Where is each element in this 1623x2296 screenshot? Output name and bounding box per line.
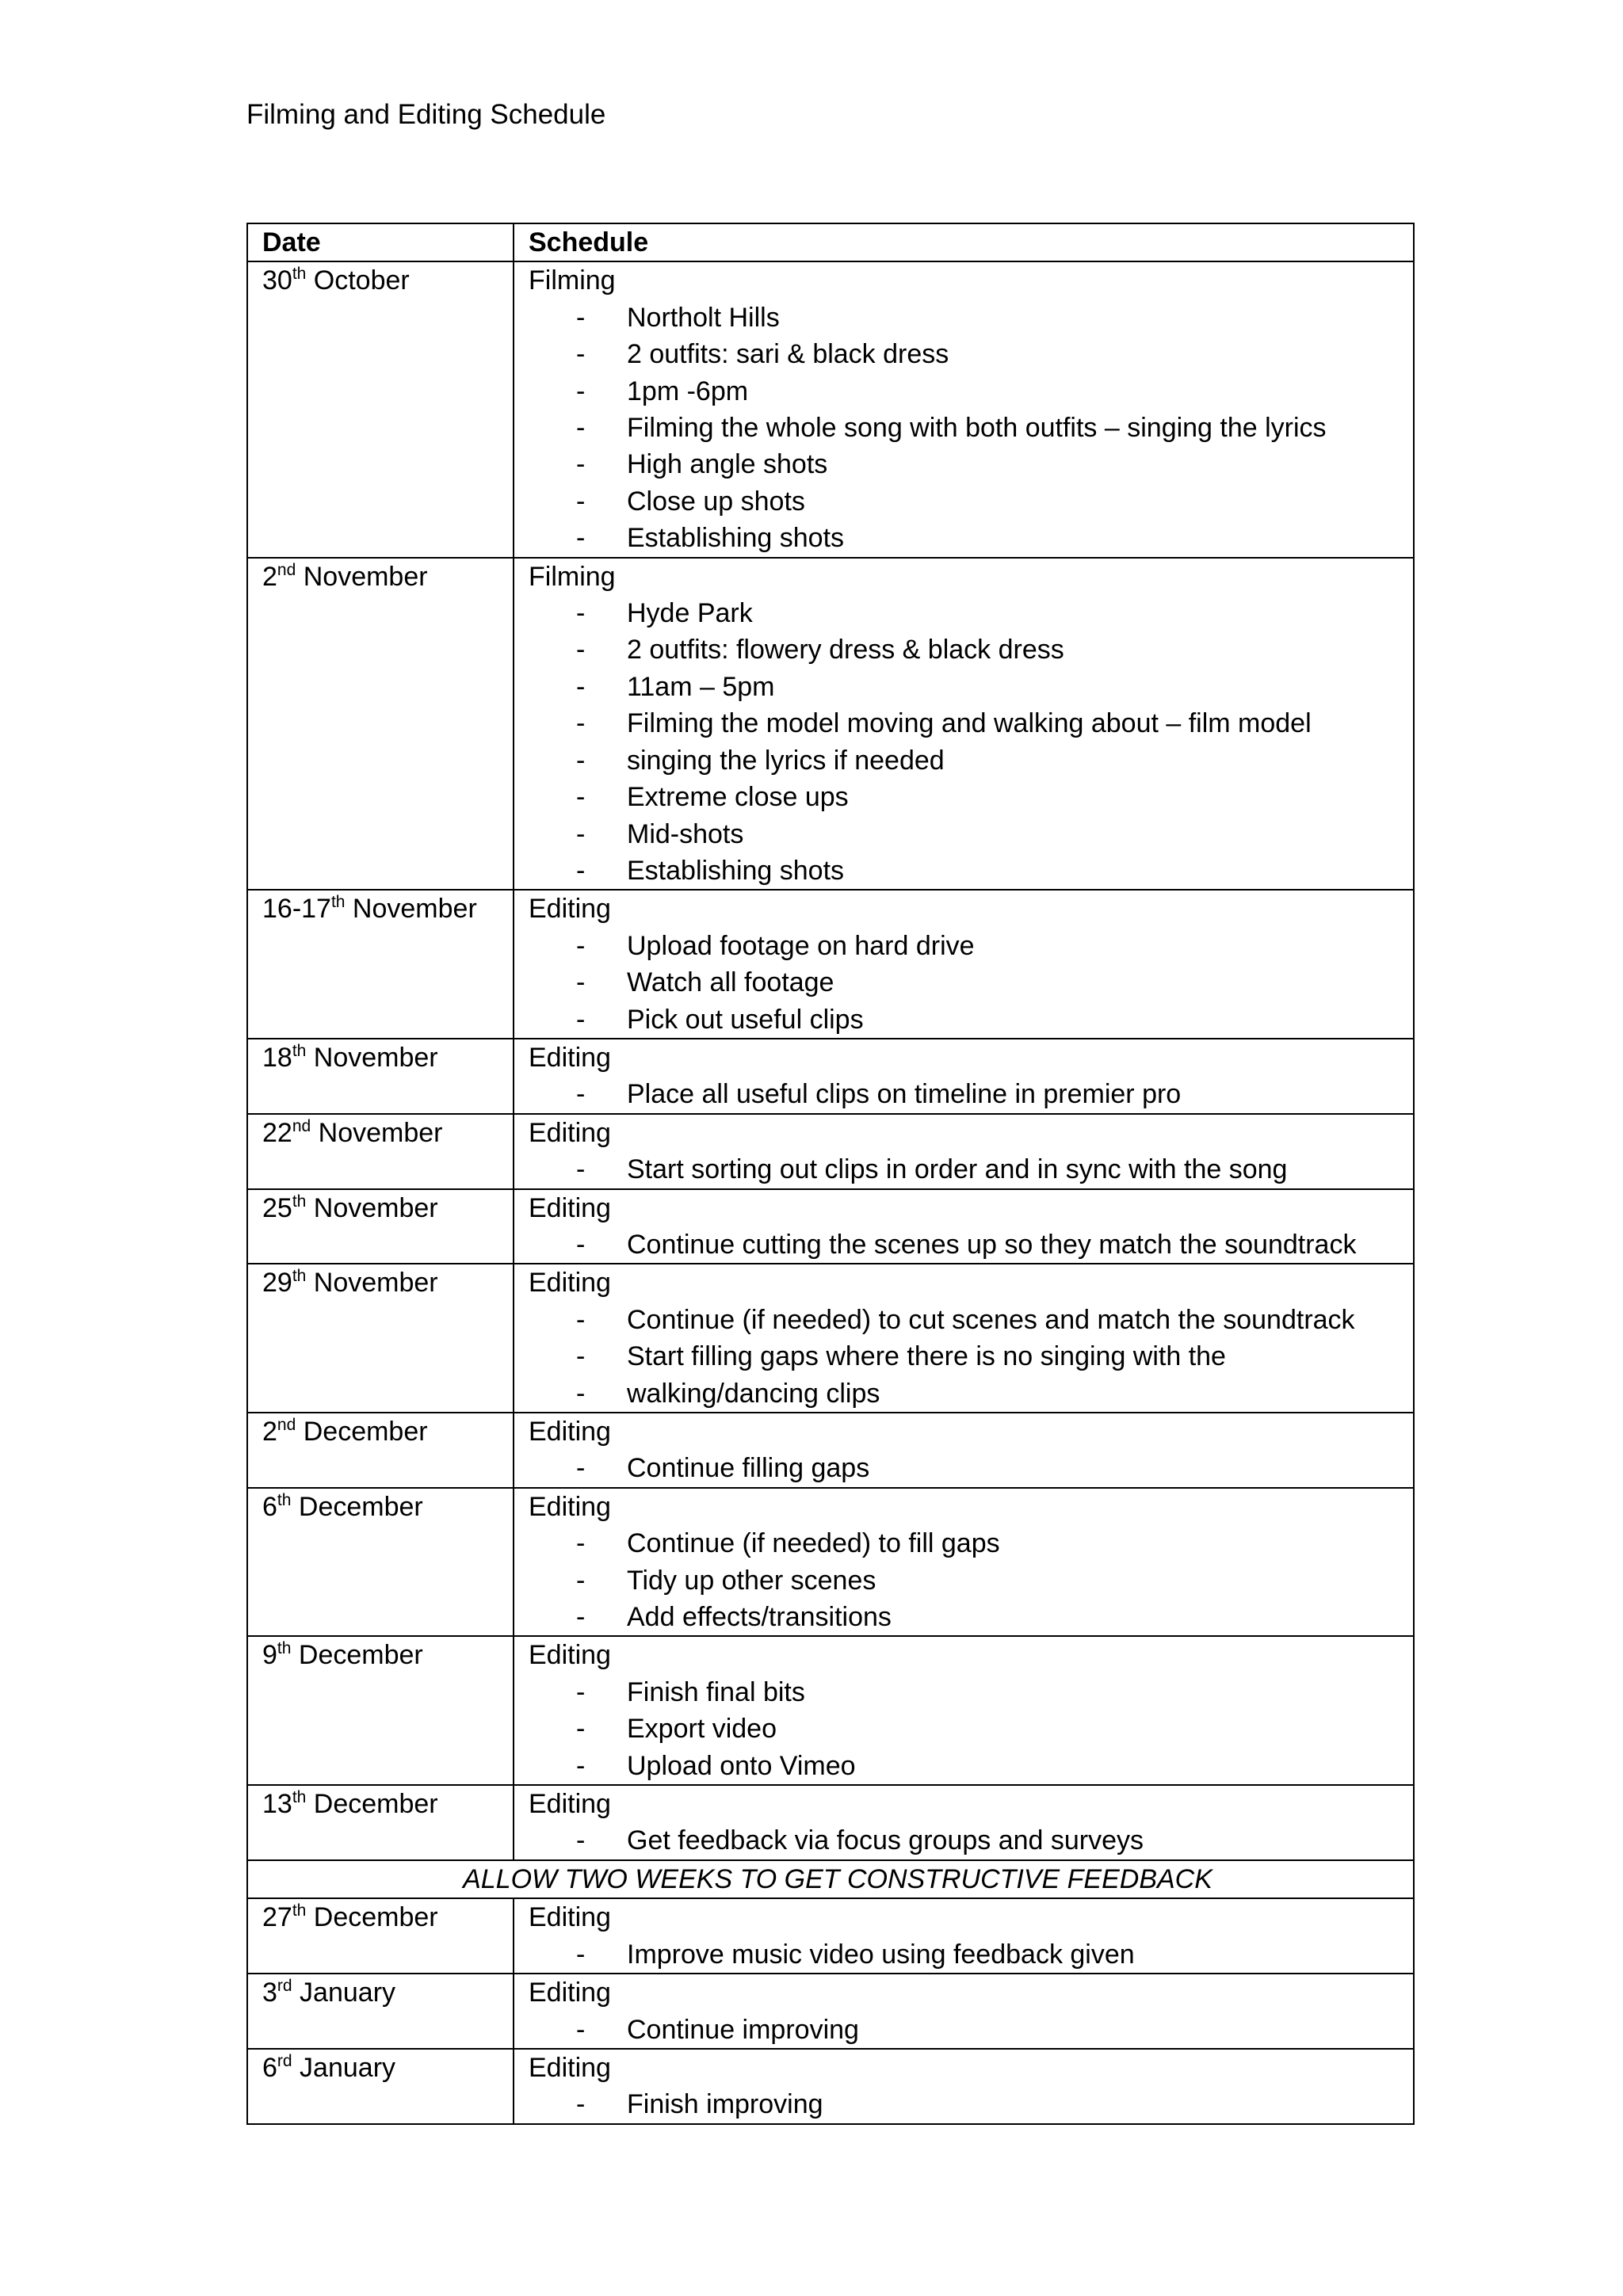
table-row bbox=[247, 1898, 1414, 1974]
date-cell bbox=[247, 1785, 514, 1860]
schedule-category: Editing bbox=[529, 1042, 611, 1073]
schedule-item: - Tidy up other scenes bbox=[529, 1562, 1413, 1599]
date-day: 30 bbox=[262, 265, 292, 296]
date-ordinal-suffix: nd bbox=[277, 560, 296, 579]
schedule-cell bbox=[514, 1898, 1414, 1974]
date-month: December bbox=[306, 1902, 438, 1933]
date-day: 6 bbox=[262, 2052, 277, 2083]
date-month: November bbox=[296, 561, 428, 592]
date-day: 18 bbox=[262, 1042, 292, 1073]
date-ordinal-suffix: rd bbox=[277, 2051, 292, 2070]
schedule-cell bbox=[514, 1264, 1414, 1413]
schedule-cell bbox=[514, 1114, 1414, 1189]
date-month: November bbox=[306, 1268, 438, 1299]
schedule-item: - walking/dancing clips bbox=[529, 1375, 1413, 1412]
date-cell bbox=[247, 261, 514, 557]
schedule-item-list bbox=[529, 1936, 1413, 1973]
date-ordinal-suffix: rd bbox=[277, 1977, 292, 1996]
document-title: Filming and Editing Schedule bbox=[246, 99, 606, 130]
date-cell bbox=[247, 1974, 514, 2049]
date-day: 29 bbox=[262, 1268, 292, 1299]
schedule-category: Editing bbox=[529, 1117, 611, 1148]
schedule-item-list bbox=[529, 1226, 1413, 1263]
date-month: November bbox=[306, 1042, 438, 1073]
date-ordinal-suffix: th bbox=[292, 1041, 307, 1060]
schedule-item: - Improve music video using feedback given bbox=[529, 1936, 1413, 1973]
schedule-category: Editing bbox=[529, 1417, 611, 1447]
schedule-item: - 1pm -6pm bbox=[529, 373, 1413, 410]
schedule-item-list bbox=[529, 1076, 1413, 1112]
table-row bbox=[247, 1189, 1414, 1264]
schedule-category: Filming bbox=[529, 265, 616, 296]
schedule-item: - singing the lyrics if needed bbox=[529, 742, 1413, 779]
date-month: November bbox=[311, 1117, 443, 1148]
schedule-cell bbox=[514, 1039, 1414, 1114]
table-row bbox=[247, 1785, 1414, 1860]
schedule-category: Editing bbox=[529, 1789, 611, 1820]
date-column-header: Date bbox=[247, 223, 514, 261]
date-ordinal-suffix: th bbox=[292, 1192, 307, 1211]
date-cell bbox=[247, 1264, 514, 1413]
date-day: 9 bbox=[262, 1640, 277, 1671]
schedule-item: - Continue improving bbox=[529, 2012, 1413, 2048]
schedule-item: - Continue cutting the scenes up so they match the soundtrack bbox=[529, 1226, 1413, 1263]
schedule-item: - Hyde Park bbox=[529, 595, 1413, 631]
table-row bbox=[247, 890, 1414, 1039]
date-month: December bbox=[291, 1491, 423, 1522]
schedule-item: - Finish improving bbox=[529, 2086, 1413, 2122]
schedule-cell bbox=[514, 1413, 1414, 1488]
date-ordinal-suffix: th bbox=[292, 265, 307, 284]
table-row bbox=[247, 1636, 1414, 1785]
date-month: January bbox=[292, 1978, 396, 2008]
date-month: October bbox=[306, 265, 410, 296]
date-cell bbox=[247, 1039, 514, 1114]
schedule-item: - Continue filling gaps bbox=[529, 1450, 1413, 1486]
schedule-item: - Upload footage on hard drive bbox=[529, 928, 1413, 964]
schedule-item-list bbox=[529, 2086, 1413, 2122]
date-ordinal-suffix: th bbox=[277, 1639, 292, 1658]
date-cell bbox=[247, 1413, 514, 1488]
schedule-item-list bbox=[529, 1302, 1413, 1412]
table-row bbox=[247, 1974, 1414, 2049]
date-cell bbox=[247, 558, 514, 891]
schedule-item: - Place all useful clips on timeline in premier pro bbox=[529, 1076, 1413, 1112]
schedule-cell bbox=[514, 1189, 1414, 1264]
date-ordinal-suffix: th bbox=[292, 1901, 307, 1920]
date-day: 3 bbox=[262, 1978, 277, 2008]
date-cell bbox=[247, 1636, 514, 1785]
schedule-category: Filming bbox=[529, 561, 616, 592]
schedule-item: - Upload onto Vimeo bbox=[529, 1748, 1413, 1784]
schedule-table bbox=[246, 223, 1415, 2125]
schedule-column-header: Schedule bbox=[514, 223, 1414, 261]
schedule-cell bbox=[514, 558, 1414, 891]
date-day: 22 bbox=[262, 1117, 292, 1148]
table-row bbox=[247, 1114, 1414, 1189]
schedule-item-list bbox=[529, 1525, 1413, 1635]
schedule-category: Editing bbox=[529, 2052, 611, 2083]
table-row bbox=[247, 1264, 1414, 1413]
table-row bbox=[247, 558, 1414, 891]
schedule-category: Editing bbox=[529, 1268, 611, 1299]
schedule-item-list bbox=[529, 2012, 1413, 2048]
date-day: 13 bbox=[262, 1789, 292, 1820]
schedule-cell bbox=[514, 890, 1414, 1039]
date-month: December bbox=[306, 1789, 438, 1820]
schedule-item: - Continue (if needed) to fill gaps bbox=[529, 1525, 1413, 1562]
schedule-cell bbox=[514, 2049, 1414, 2124]
schedule-cell bbox=[514, 1785, 1414, 1860]
date-day: 27 bbox=[262, 1902, 292, 1933]
schedule-category: Editing bbox=[529, 894, 611, 925]
date-day: 2 bbox=[262, 561, 277, 592]
schedule-cell bbox=[514, 261, 1414, 557]
feedback-note-row bbox=[247, 1860, 1414, 1898]
date-day: 2 bbox=[262, 1417, 277, 1447]
schedule-item-list bbox=[529, 595, 1413, 889]
feedback-note: ALLOW TWO WEEKS TO GET CONSTRUCTIVE FEEDBACK bbox=[247, 1860, 1414, 1898]
schedule-item-list bbox=[529, 1450, 1413, 1486]
schedule-category: Editing bbox=[529, 1491, 611, 1522]
date-day: 6 bbox=[262, 1491, 277, 1522]
schedule-item-list bbox=[529, 1674, 1413, 1784]
schedule-item: - Get feedback via focus groups and surveys bbox=[529, 1822, 1413, 1859]
schedule-item: - Extreme close ups bbox=[529, 779, 1413, 815]
table-row bbox=[247, 1039, 1414, 1114]
date-day: 16-17 bbox=[262, 894, 331, 925]
date-cell bbox=[247, 1189, 514, 1264]
schedule-category: Editing bbox=[529, 1902, 611, 1933]
date-cell bbox=[247, 1898, 514, 1974]
schedule-item: - Watch all footage bbox=[529, 964, 1413, 1001]
schedule-item: - 2 outfits: sari & black dress bbox=[529, 336, 1413, 372]
schedule-category: Editing bbox=[529, 1640, 611, 1671]
date-ordinal-suffix: th bbox=[330, 893, 346, 912]
date-cell bbox=[247, 2049, 514, 2124]
schedule-item-list bbox=[529, 1822, 1413, 1859]
date-ordinal-suffix: th bbox=[292, 1788, 307, 1807]
schedule-item: - Establishing shots bbox=[529, 520, 1413, 556]
table-row bbox=[247, 2049, 1414, 2124]
schedule-item: - Continue (if needed) to cut scenes and match the soundtrack bbox=[529, 1302, 1413, 1338]
schedule-item: - Start sorting out clips in order and in sync with the song bbox=[529, 1151, 1413, 1188]
date-ordinal-suffix: th bbox=[277, 1490, 292, 1509]
schedule-item: - Close up shots bbox=[529, 483, 1413, 520]
schedule-item-list bbox=[529, 928, 1413, 1038]
schedule-item-list bbox=[529, 1151, 1413, 1188]
schedule-item-list bbox=[529, 299, 1413, 557]
schedule-item: - Pick out useful clips bbox=[529, 1001, 1413, 1038]
schedule-item: - Start filling gaps where there is no singing with the bbox=[529, 1338, 1413, 1375]
schedule-category: Editing bbox=[529, 1192, 611, 1223]
date-month: November bbox=[306, 1192, 438, 1223]
schedule-item: - Export video bbox=[529, 1711, 1413, 1747]
schedule-item: - 2 outfits: flowery dress & black dress bbox=[529, 631, 1413, 668]
schedule-category: Editing bbox=[529, 1978, 611, 2008]
date-month: January bbox=[292, 2052, 396, 2083]
schedule-cell bbox=[514, 1488, 1414, 1637]
schedule-item: - Filming the model moving and walking about – film model bbox=[529, 705, 1413, 742]
date-cell bbox=[247, 890, 514, 1039]
schedule-item: - Northolt Hills bbox=[529, 299, 1413, 336]
schedule-item: - Establishing shots bbox=[529, 852, 1413, 889]
schedule-item: - Filming the whole song with both outfits – singing the lyrics bbox=[529, 410, 1413, 446]
schedule-item: - 11am – 5pm bbox=[529, 669, 1413, 705]
schedule-item: - Finish final bits bbox=[529, 1674, 1413, 1711]
date-month: December bbox=[296, 1417, 428, 1447]
schedule-cell bbox=[514, 1636, 1414, 1785]
date-ordinal-suffix: nd bbox=[292, 1116, 311, 1135]
schedule-item: - Mid-shots bbox=[529, 816, 1413, 852]
schedule-table-body bbox=[247, 223, 1414, 2124]
schedule-item: - Add effects/transitions bbox=[529, 1599, 1413, 1635]
date-ordinal-suffix: nd bbox=[277, 1416, 296, 1434]
date-month: December bbox=[291, 1640, 423, 1671]
table-header-row bbox=[247, 223, 1414, 261]
table-row bbox=[247, 1488, 1414, 1637]
date-day: 25 bbox=[262, 1192, 292, 1223]
date-ordinal-suffix: th bbox=[292, 1267, 307, 1286]
date-month: November bbox=[345, 894, 477, 925]
table-row bbox=[247, 261, 1414, 557]
schedule-cell bbox=[514, 1974, 1414, 2049]
table-row bbox=[247, 1413, 1414, 1488]
schedule-item: - High angle shots bbox=[529, 446, 1413, 482]
date-cell bbox=[247, 1488, 514, 1637]
date-cell bbox=[247, 1114, 514, 1189]
